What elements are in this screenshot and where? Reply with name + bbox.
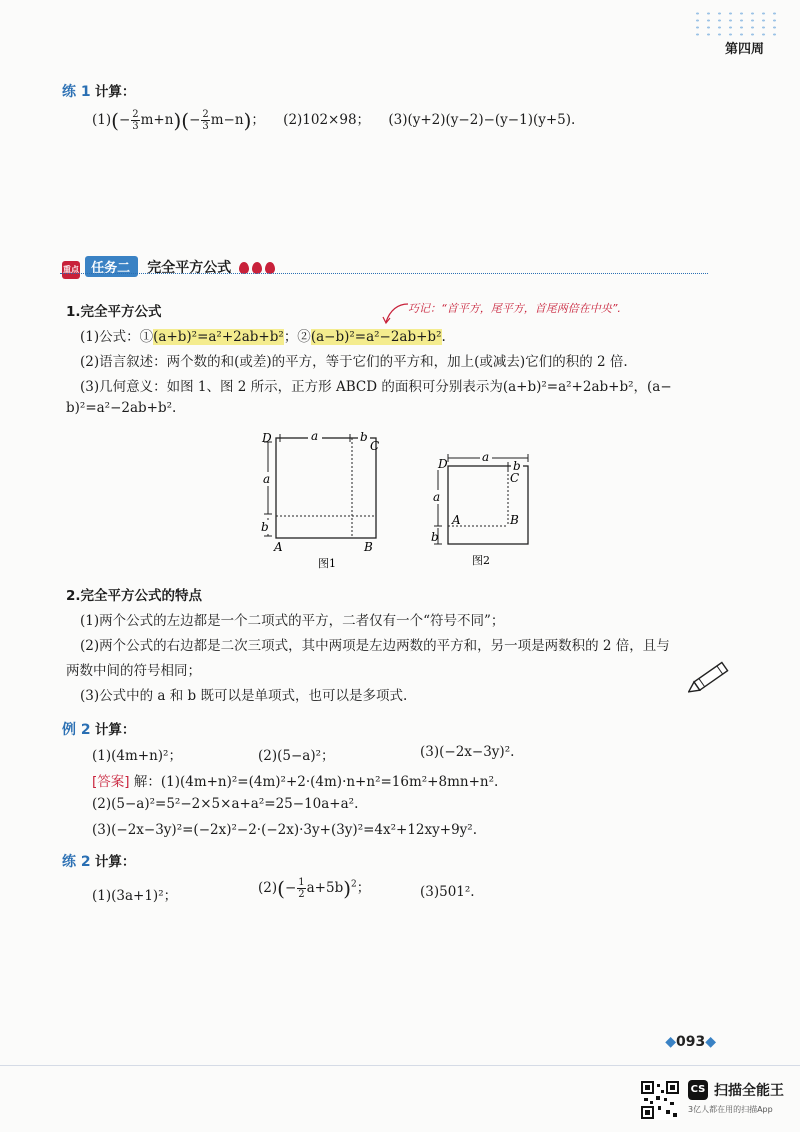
geometric-meaning-line2: b)²=a²−2ab+b². bbox=[66, 400, 177, 416]
page-number: ◆093◆ bbox=[665, 1034, 716, 1050]
practice-2-label: 练 2 bbox=[62, 854, 91, 870]
task-banner bbox=[62, 256, 275, 279]
problem-1-part-b: m−n bbox=[210, 112, 244, 128]
fig2-vertex-a: A bbox=[452, 513, 461, 527]
example-2-question-1: (1)(4m+n)²； bbox=[92, 748, 182, 764]
task-label: 任务二 bbox=[85, 256, 138, 277]
fig1-label-a-left: a bbox=[263, 472, 271, 486]
mnemonic-note: 巧记：“首平方，尾平方，首尾两倍在中央”. bbox=[408, 302, 621, 315]
difficulty-drop-icon bbox=[239, 262, 249, 274]
feature-2-line1: (2)两个公式的右边都是二次三项式，其中两项是左边两数的平方和，另一项是两数积的 2 倍，且与 bbox=[80, 638, 670, 654]
separator: ； bbox=[356, 880, 371, 896]
practice-2-question-2: (2)(− $\frac{1}{2}$ a+5b)$^2$； bbox=[258, 876, 371, 901]
answer-1-text: 解：(1)(4m+n)²=(4m)²+2·(4m)·n+n²=16m²+8mn+n². bbox=[133, 774, 499, 790]
figure-1 bbox=[254, 428, 386, 573]
fig1-vertex-b: B bbox=[364, 540, 373, 554]
fraction: $\frac{1}{2}$ bbox=[298, 877, 305, 900]
feature-3: (3)公式中的 a 和 b 既可以是单项式，也可以是多项式. bbox=[80, 688, 408, 704]
question-2-prefix: (2) bbox=[258, 880, 278, 896]
exponent: 2 bbox=[351, 879, 357, 890]
fig1-label-a-top: a bbox=[311, 429, 319, 443]
figure-1-caption: 图1 bbox=[318, 557, 336, 570]
difficulty-drop-icon bbox=[252, 262, 262, 274]
decorative-dots bbox=[692, 10, 782, 40]
fig1-label-b-left: b bbox=[261, 520, 269, 534]
scanner-app-name: 扫描全能王 bbox=[714, 1083, 784, 1099]
fig2-label-a-top: a bbox=[482, 450, 490, 464]
banner-divider bbox=[60, 273, 708, 274]
formula-difference-square: (a−b)²=a²−2ab+b² bbox=[310, 329, 442, 345]
example-2-question-3: (3)(−2x−3y)². bbox=[420, 744, 515, 760]
fig2-vertex-b: B bbox=[510, 513, 519, 527]
fig1-vertex-c: C bbox=[370, 439, 380, 453]
problem-1-prefix: (1) bbox=[92, 112, 112, 128]
formula-prefix: (1)公式：① bbox=[80, 329, 154, 345]
fig2-label-b-top: b bbox=[513, 459, 521, 473]
example-2-answer-3: (3)(−2x−3y)²=(−2x)²−2·(−2x)·3y+(3y)²=4x²+12xy+9y². bbox=[92, 822, 477, 838]
fig1-vertex-d: D bbox=[262, 431, 272, 445]
example-2-question-2: (2)(5−a)²； bbox=[258, 748, 335, 764]
problem-1-part-a: m+n bbox=[140, 112, 174, 128]
fig1-vertex-a: A bbox=[274, 540, 283, 554]
footer-divider bbox=[0, 1065, 800, 1066]
fig1-label-b-top: b bbox=[360, 430, 368, 444]
answer-label: [答案] bbox=[92, 774, 130, 790]
exercise-1-heading bbox=[62, 80, 135, 101]
cs-logo: CS bbox=[688, 1080, 708, 1100]
example-2-answer-1 bbox=[92, 770, 498, 790]
fig2-vertex-c: C bbox=[510, 471, 520, 485]
key-point-badge: 重点 bbox=[62, 261, 80, 279]
figure-2-caption: 图2 bbox=[472, 554, 490, 567]
example-2-label: 例 2 bbox=[62, 722, 91, 738]
section-1-title: 1.完全平方公式 bbox=[66, 304, 162, 320]
fraction: $\frac{2}{3}$ bbox=[202, 109, 209, 132]
example-2-title: 计算： bbox=[94, 722, 136, 738]
task-title: 完全平方公式 bbox=[147, 260, 232, 276]
qr-code-icon bbox=[640, 1080, 680, 1120]
practice-2-heading bbox=[62, 850, 135, 871]
fraction: $\frac{2}{3}$ bbox=[132, 109, 139, 132]
example-2-answer-2: (2)(5−a)²=5²−2×5×a+a²=25−10a+a². bbox=[92, 796, 359, 812]
week-label: 第四周 bbox=[724, 42, 764, 57]
scanner-app-slogan: 3亿人都在用的扫描App bbox=[688, 1105, 773, 1114]
example-2-heading bbox=[62, 718, 135, 739]
question-2-body: a+5b bbox=[306, 880, 344, 896]
feature-1: (1)两个公式的左边都是一个二项式的平方，二者仅有一个“符号不同”； bbox=[80, 613, 505, 629]
pencil-icon bbox=[688, 656, 738, 696]
note-arrow-icon bbox=[380, 300, 410, 326]
verbal-statement: (2)语言叙述：两个数的和(或差)的平方，等于它们的平方和，加上(或减去)它们的积的 2 倍. bbox=[80, 354, 628, 370]
fig2-vertex-d: D bbox=[438, 457, 448, 471]
section-2-title: 2.完全平方公式的特点 bbox=[66, 588, 203, 604]
page-number-text: 093 bbox=[675, 1034, 706, 1050]
practice-2-title: 计算： bbox=[94, 854, 136, 870]
formula-separator: ；② bbox=[283, 329, 311, 345]
geometric-meaning-line1: (3)几何意义：如图 1、图 2 所示，正方形 ABCD 的面积可分别表示为(a+b)²=a²+2ab+b²，(a− bbox=[80, 379, 672, 395]
separator: ； bbox=[251, 112, 265, 128]
minus-sign: − bbox=[118, 112, 131, 128]
formula-sum-square: (a+b)²=a²+2ab+b² bbox=[153, 329, 284, 345]
fig2-label-b-left: b bbox=[431, 530, 439, 544]
problem-3: (3)(y+2)(y−2)−(y−1)(y+5). bbox=[388, 112, 576, 128]
minus-sign: − bbox=[189, 112, 201, 128]
feature-2-line2: 两数中间的符号相同； bbox=[66, 663, 201, 679]
practice-2-question-1: (1)(3a+1)²； bbox=[92, 888, 178, 904]
exercise-1-problems: (1)(− $\frac{2}{3}$ m+n)(− $\frac{2}{3}$ m−n)； (2)102×98； (3)(y+2)(y−2)−(y−1)(y+5). bbox=[92, 108, 576, 133]
difficulty-drop-icon bbox=[265, 262, 275, 274]
practice-2-question-3: (3)501². bbox=[420, 884, 475, 900]
problem-2: (2)102×98； bbox=[283, 112, 371, 128]
fig2-label-a-left: a bbox=[433, 490, 441, 504]
minus-sign: − bbox=[284, 880, 297, 896]
formula-end: . bbox=[441, 329, 446, 345]
exercise-1-title: 计算： bbox=[94, 84, 136, 100]
exercise-1-label: 练 1 bbox=[62, 84, 91, 100]
figure-2 bbox=[428, 446, 538, 576]
formula-line bbox=[80, 325, 446, 345]
